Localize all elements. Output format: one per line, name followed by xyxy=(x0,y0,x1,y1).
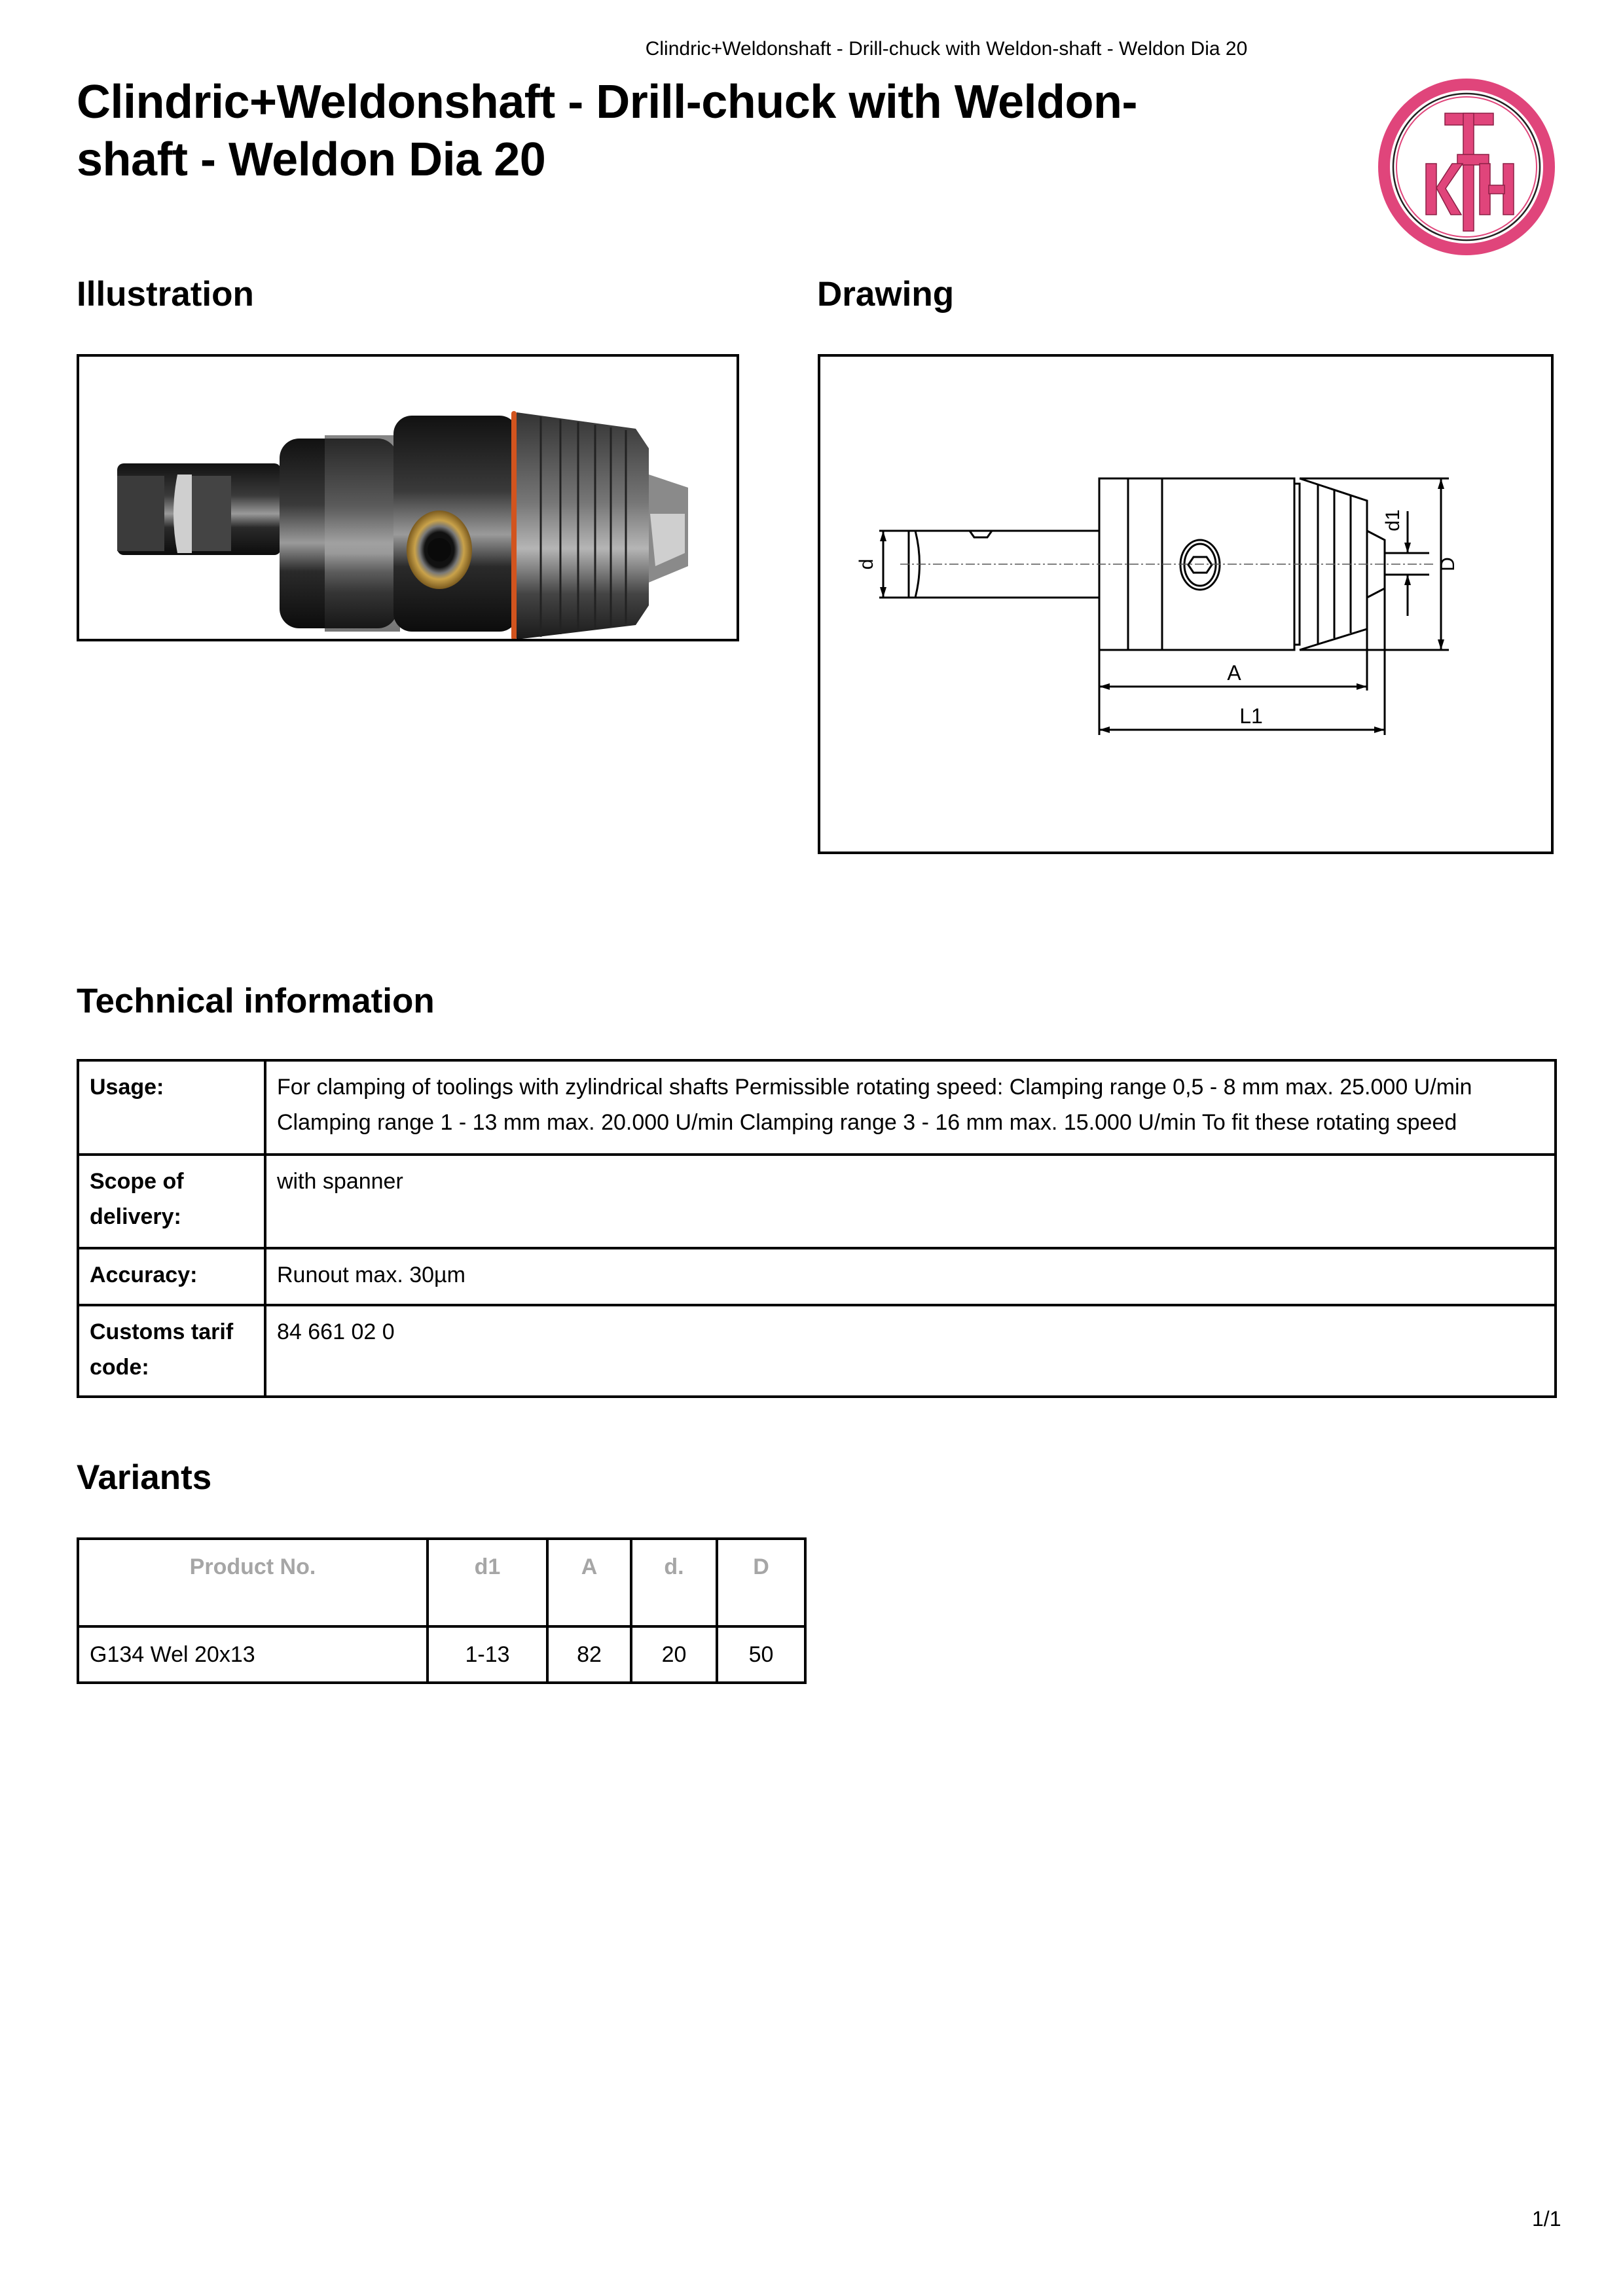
table-row xyxy=(78,1626,805,1683)
tech-label: Customs tarif code: xyxy=(78,1305,265,1397)
technical-drawing-diagram xyxy=(820,357,1551,852)
tech-label: Accuracy: xyxy=(78,1248,265,1305)
technical-drawing xyxy=(818,354,1554,854)
illustration-heading: Illustration xyxy=(77,275,254,314)
column-header-D: D xyxy=(717,1539,805,1626)
column-header-d: d. xyxy=(631,1539,717,1626)
table-row xyxy=(78,1248,1556,1305)
drill-chuck-photo-icon xyxy=(79,357,737,639)
tech-value: Runout max. 30µm xyxy=(265,1248,1556,1305)
cell-d: 20 xyxy=(631,1626,717,1683)
tech-label: Usage: xyxy=(78,1060,265,1155)
table-row xyxy=(78,1305,1556,1397)
technical-heading: Technical information xyxy=(77,982,435,1020)
table-row xyxy=(78,1060,1556,1155)
dim-label-d1: d1 xyxy=(1382,509,1404,531)
dim-label-l1: L1 xyxy=(1239,704,1263,728)
variants-heading: Variants xyxy=(77,1458,212,1497)
column-header-product-no: Product No. xyxy=(78,1539,428,1626)
variants-table xyxy=(77,1537,807,1684)
dim-label-D: D xyxy=(1437,557,1459,571)
page-title-line-2: shaft - Weldon Dia 20 xyxy=(77,134,546,186)
tech-value: with spanner xyxy=(265,1155,1556,1248)
kfh-logo-icon xyxy=(1375,75,1558,259)
running-header: Clindric+Weldonshaft - Drill-chuck with Weldon-shaft - Weldon Dia 20 xyxy=(645,38,1248,60)
column-header-a: A xyxy=(547,1539,631,1626)
product-illustration xyxy=(77,354,739,641)
page-title xyxy=(77,73,1255,188)
page-title-line-1: Clindric+Weldonshaft - Drill-chuck with Weldon- xyxy=(77,76,1137,128)
tech-label: Scope of delivery: xyxy=(78,1155,265,1248)
column-header-d1: d1 xyxy=(428,1539,547,1626)
table-header-row xyxy=(78,1539,805,1626)
cell-product-no: G134 Wel 20x13 xyxy=(78,1626,428,1683)
cell-a: 82 xyxy=(547,1626,631,1683)
tech-value: 84 661 02 0 xyxy=(265,1305,1556,1397)
drawing-heading: Drawing xyxy=(817,275,955,314)
tech-value: For clamping of toolings with zylindrical shafts Permissible rotating speed: Clamping range 0,5 - 8 mm max. 25.000 U/min Clamping range 1 - 13 mm max. 20.000 U/min Clamping range 3 - 16 mm max. 15.000 U/min To fit these rotating speed xyxy=(265,1060,1556,1155)
technical-info-table xyxy=(77,1059,1557,1398)
cell-D: 50 xyxy=(717,1626,805,1683)
cell-d1: 1-13 xyxy=(428,1626,547,1683)
table-row xyxy=(78,1155,1556,1248)
kfh-logo xyxy=(1375,75,1558,259)
dim-label-a: A xyxy=(1227,661,1241,685)
dim-label-d: d xyxy=(856,558,877,570)
page-number: 1/1 xyxy=(1532,2207,1561,2231)
